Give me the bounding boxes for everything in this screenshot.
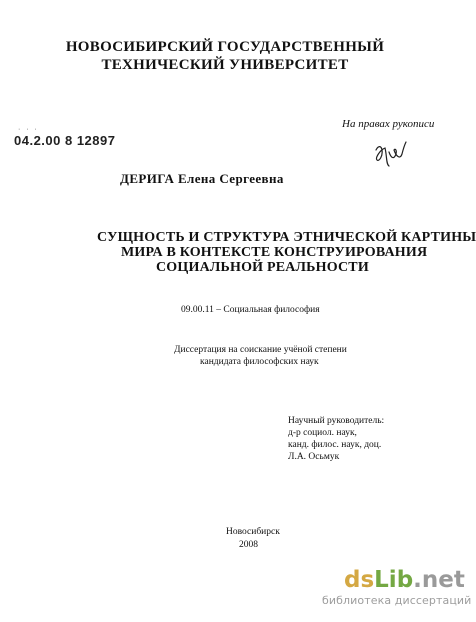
specialty-code: 09.00.11 – Социальная философия <box>181 305 320 315</box>
watermark-logo-net: .net <box>413 567 465 593</box>
advisor-degree-line2: канд. филос. наук, доц. <box>288 440 382 450</box>
manuscript-rights-note: На правах рукописи <box>342 118 435 130</box>
year: 2008 <box>239 540 258 550</box>
watermark-logo-ds: ds <box>344 567 375 593</box>
dissertation-title-line2: МИРА В КОНТЕКСТЕ КОНСТРУИРОВАНИЯ <box>121 245 428 260</box>
dissertation-title-line3: СОЦИАЛЬНОЙ РЕАЛЬНОСТИ <box>156 260 369 275</box>
stamp-dots: · · · <box>18 126 39 133</box>
degree-statement-line2: кандидата философских наук <box>200 357 319 367</box>
registration-stamp-code: 04.2.00 8 12897 <box>14 133 116 148</box>
watermark-logo <box>344 567 465 593</box>
handwritten-signature <box>372 136 412 170</box>
city: Новосибирск <box>226 527 280 537</box>
university-name-line1: НОВОСИБИРСКИЙ ГОСУДАРСТВЕННЫЙ <box>65 39 385 55</box>
university-name-line2: ТЕХНИЧЕСКИЙ УНИВЕРСИТЕТ <box>101 57 349 73</box>
dissertation-title-line1: СУЩНОСТЬ И СТРУКТУРА ЭТНИЧЕСКОЙ КАРТИНЫ <box>97 230 476 245</box>
watermark-logo-lib: Lib <box>374 567 414 593</box>
advisor-name: Л.А. Осьмук <box>288 452 340 462</box>
advisor-degree-line1: д-р социол. наук, <box>288 428 357 438</box>
advisor-label: Научный руководитель: <box>288 416 385 426</box>
watermark-subtitle: библиотека диссертаций <box>322 594 472 607</box>
degree-statement-line1: Диссертация на соискание учёной степени <box>174 345 347 355</box>
author-name: ДЕРИГА Елена Сергеевна <box>120 171 284 186</box>
